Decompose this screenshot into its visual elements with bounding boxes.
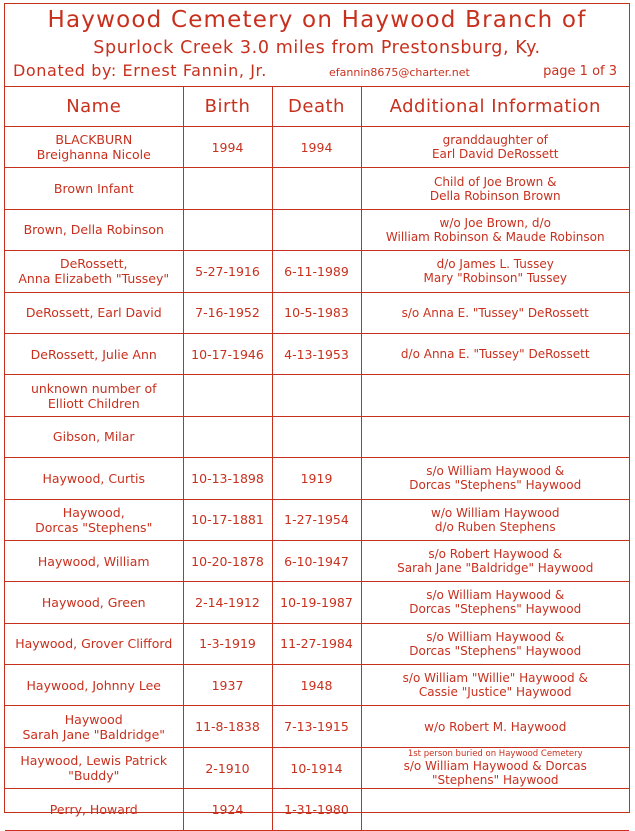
cell-name: [5, 499, 183, 540]
name-line: Perry, Howard: [49, 801, 138, 817]
cell-info: [361, 747, 629, 788]
cell-birth: [183, 209, 272, 250]
name-line: Breighanna Nicole: [36, 147, 151, 163]
name-line: Haywood, Green: [41, 594, 146, 610]
cell-birth: 10-17-1881: [183, 499, 272, 540]
cell-name: [5, 458, 183, 499]
column-header-death: Death: [272, 86, 361, 127]
cell-birth: 1937: [183, 665, 272, 706]
donor-email: efannin8675@charter.net: [329, 66, 470, 79]
cell-birth: [183, 168, 272, 209]
cell-birth: 1-3-1919: [183, 623, 272, 664]
info-line: s/o William Haywood &: [426, 629, 565, 644]
info-line: s/o Robert Haywood &: [428, 547, 563, 562]
cell-birth: 5-27-1916: [183, 251, 272, 292]
cell-birth: 7-16-1952: [183, 292, 272, 333]
burial-table: [5, 86, 629, 831]
cell-death: 7-13-1915: [272, 706, 361, 747]
table-row: [5, 209, 629, 250]
cell-name: [5, 623, 183, 664]
info-line: granddaughter of: [442, 133, 548, 148]
cell-info: [361, 706, 629, 747]
info-line: Dorcas "Stephens" Haywood: [409, 602, 582, 617]
name-line: unknown number of: [30, 380, 157, 396]
cell-name: [5, 706, 183, 747]
cell-death: 1919: [272, 458, 361, 499]
info-line: s/o William "Willie" Haywood &: [402, 671, 588, 686]
cell-birth: 10-13-1898: [183, 458, 272, 499]
table-header-row: [5, 86, 629, 127]
info-line: Sarah Jane "Baldridge" Haywood: [397, 561, 594, 576]
info-line: Dorcas "Stephens" Haywood: [409, 478, 582, 493]
table-row: [5, 706, 629, 747]
name-line: Anna Elizabeth "Tussey": [18, 271, 170, 287]
cell-name: [5, 375, 183, 416]
cell-name: [5, 582, 183, 623]
cell-death: 10-19-1987: [272, 582, 361, 623]
cell-birth: [183, 375, 272, 416]
cell-name: [5, 127, 183, 168]
name-line: Haywood, William: [37, 553, 150, 569]
cell-birth: 10-17-1946: [183, 333, 272, 374]
name-line: Haywood, Grover Clifford: [15, 636, 173, 652]
name-line: Haywood, Curtis: [42, 470, 146, 486]
name-line: Brown, Della Robinson: [23, 222, 164, 238]
name-line: Dorcas "Stephens": [35, 519, 153, 535]
cell-name: [5, 416, 183, 457]
name-line: Brown Infant: [53, 181, 134, 197]
info-line: "Stephens" Haywood: [431, 773, 559, 788]
table-row: [5, 292, 629, 333]
name-line: Haywood,: [62, 504, 125, 520]
cell-info: [361, 251, 629, 292]
cell-info: [361, 623, 629, 664]
cell-birth: 1994: [183, 127, 272, 168]
cell-name: [5, 251, 183, 292]
name-line: DeRossett, Earl David: [25, 305, 162, 321]
name-line: "Buddy": [68, 768, 120, 784]
info-line: s/o Anna E. "Tussey" DeRossett: [401, 305, 589, 320]
cell-name: [5, 168, 183, 209]
cell-birth: 2-14-1912: [183, 582, 272, 623]
table-row: [5, 458, 629, 499]
name-line: Gibson, Milar: [52, 429, 135, 445]
table-row: [5, 168, 629, 209]
table-body: [5, 127, 629, 831]
table-row: [5, 375, 629, 416]
table-row: [5, 499, 629, 540]
name-line: DeRossett, Julie Ann: [30, 346, 157, 362]
table-row: [5, 623, 629, 664]
info-line: w/o Joe Brown, d/o: [439, 215, 551, 230]
info-line: Mary "Robinson" Tussey: [423, 271, 567, 286]
cell-death: 1948: [272, 665, 361, 706]
cell-death: [272, 375, 361, 416]
cell-death: 11-27-1984: [272, 623, 361, 664]
name-line: BLACKBURN: [55, 132, 133, 148]
info-line: William Robinson & Maude Robinson: [385, 229, 605, 244]
cell-info: [361, 499, 629, 540]
cell-name: [5, 747, 183, 788]
column-header-birth: Birth: [183, 86, 272, 127]
table-row: [5, 416, 629, 457]
info-line: s/o William Haywood &: [426, 588, 565, 603]
cell-death: [272, 168, 361, 209]
page-number: page 1 of 3: [543, 64, 617, 79]
info-line: Child of Joe Brown &: [434, 174, 557, 189]
table-row: [5, 127, 629, 168]
info-line: Earl David DeRossett: [431, 147, 559, 162]
cell-birth: 11-8-1838: [183, 706, 272, 747]
table-row: [5, 540, 629, 581]
cell-death: 1994: [272, 127, 361, 168]
table-row: [5, 582, 629, 623]
cell-info: [361, 333, 629, 374]
info-line: d/o Ruben Stephens: [434, 519, 556, 534]
cell-birth: 1924: [183, 789, 272, 830]
cell-death: 4-13-1953: [272, 333, 361, 374]
info-line: s/o William Haywood &: [426, 464, 565, 479]
cell-info: [361, 168, 629, 209]
cell-birth: 2-1910: [183, 747, 272, 788]
cell-name: [5, 333, 183, 374]
cell-death: 1-27-1954: [272, 499, 361, 540]
document-title: Haywood Cemetery on Haywood Branch of: [47, 7, 587, 33]
cell-info: [361, 665, 629, 706]
cell-death: 10-1914: [272, 747, 361, 788]
table-row: [5, 789, 629, 830]
column-header-name: Name: [5, 86, 183, 127]
info-line: w/o Robert M. Haywood: [424, 719, 567, 734]
cell-death: [272, 209, 361, 250]
document-header: [5, 4, 629, 87]
table-row: [5, 665, 629, 706]
info-line: Cassie "Justice" Haywood: [418, 685, 572, 700]
cell-death: 10-5-1983: [272, 292, 361, 333]
cell-info: [361, 789, 629, 830]
info-line: Dorcas "Stephens" Haywood: [409, 643, 582, 658]
cell-info: [361, 292, 629, 333]
info-line: Della Robinson Brown: [429, 188, 561, 203]
name-line: Haywood, Johnny Lee: [26, 677, 161, 693]
cell-name: [5, 540, 183, 581]
cell-info: [361, 209, 629, 250]
cell-death: 1-31-1980: [272, 789, 361, 830]
cell-death: [272, 416, 361, 457]
cell-birth: [183, 416, 272, 457]
table-row: [5, 747, 629, 788]
cell-name: [5, 789, 183, 830]
cell-name: [5, 209, 183, 250]
info-line: s/o William Haywood & Dorcas: [403, 759, 587, 774]
info-line: w/o William Haywood: [431, 505, 560, 520]
name-line: Sarah Jane "Baldridge": [22, 726, 166, 742]
cell-name: [5, 292, 183, 333]
cell-death: 6-10-1947: [272, 540, 361, 581]
info-note: 1st person buried on Haywood Cemetery: [407, 749, 583, 760]
cell-info: [361, 582, 629, 623]
cell-info: [361, 127, 629, 168]
name-line: DeRossett,: [59, 256, 128, 272]
cell-info: [361, 416, 629, 457]
name-line: Elliott Children: [47, 395, 140, 411]
document-page: [4, 3, 630, 817]
cell-info: [361, 458, 629, 499]
name-line: Haywood: [64, 711, 123, 727]
cell-death: 6-11-1989: [272, 251, 361, 292]
document-subtitle: Spurlock Creek 3.0 miles from Prestonsburg, Ky.: [93, 38, 541, 58]
cell-info: [361, 540, 629, 581]
name-line: Haywood, Lewis Patrick: [20, 753, 168, 769]
table-row: [5, 333, 629, 374]
info-line: d/o James L. Tussey: [436, 257, 554, 272]
donor-line: Donated by: Ernest Fannin, Jr.: [13, 61, 267, 80]
cell-birth: 10-20-1878: [183, 540, 272, 581]
table-row: [5, 251, 629, 292]
cell-name: [5, 665, 183, 706]
info-line: d/o Anna E. "Tussey" DeRossett: [400, 347, 590, 362]
column-header-info: Additional Information: [361, 86, 629, 127]
cell-info: [361, 375, 629, 416]
